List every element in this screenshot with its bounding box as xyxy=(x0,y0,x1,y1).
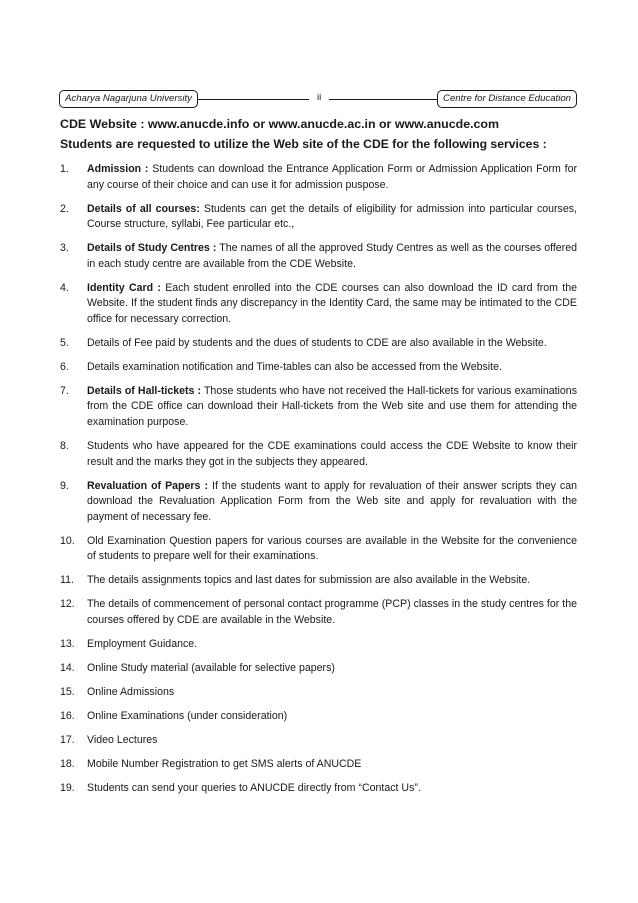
service-item-text xyxy=(87,360,577,376)
service-item-text xyxy=(87,202,577,233)
service-item-description: If the students want to apply for revaluation of their answer scripts they can download the Revaluation Application Form from the Web site and apply for revaluation with the payment of necessary fee. xyxy=(87,479,577,523)
service-item-number: 9. xyxy=(60,479,69,492)
services-list xyxy=(60,162,577,796)
service-item-number: 6. xyxy=(60,360,69,373)
service-item-description: Mobile Number Registration to get SMS alerts of ANUCDE xyxy=(87,757,362,770)
service-item xyxy=(60,733,577,749)
service-item xyxy=(60,202,577,233)
service-item xyxy=(60,534,577,565)
service-item-description: Online Examinations (under consideration) xyxy=(87,709,288,722)
service-item xyxy=(60,360,577,376)
service-item-lead: Details of all courses: xyxy=(87,202,200,215)
service-item-number: 4. xyxy=(60,281,69,294)
service-item-number: 8. xyxy=(60,440,69,453)
service-item-number: 11. xyxy=(60,574,74,587)
service-item-description: Students who have appeared for the CDE examinations could access the CDE Website to know their result and the marks they got in the subjects they appeared. xyxy=(87,440,577,468)
service-item xyxy=(60,757,577,773)
service-item-text xyxy=(87,336,577,352)
service-item xyxy=(60,336,577,352)
service-item-text xyxy=(87,384,577,431)
service-item-number: 17. xyxy=(60,733,75,746)
service-item-text xyxy=(87,757,577,773)
service-item xyxy=(60,439,577,470)
service-item-text xyxy=(87,661,577,677)
service-item-description: The names of all the approved Study Centres as well as the courses offered in each study centre are available from the CDE Website. xyxy=(87,242,577,270)
header-page-number: ii xyxy=(309,90,329,106)
service-item-text xyxy=(87,685,577,701)
service-item-number: 5. xyxy=(60,336,69,349)
service-item-lead: Admission : xyxy=(87,163,149,175)
service-item-number: 15. xyxy=(60,685,75,698)
header-centre-name: Centre for Distance Education xyxy=(437,90,577,108)
service-item-description: Students can send your queries to ANUCDE directly from “Contact Us”. xyxy=(87,781,421,794)
service-item xyxy=(60,241,577,272)
service-item-text xyxy=(87,439,577,470)
service-item-description: Online Admissions xyxy=(87,685,175,698)
service-item xyxy=(60,384,577,431)
service-item xyxy=(60,661,577,677)
services-heading: Students are requested to utilize the Web site of the CDE for the following services : xyxy=(60,137,547,151)
service-item-description: Video Lectures xyxy=(87,733,158,746)
service-item xyxy=(60,637,577,653)
service-item-description: Employment Guidance. xyxy=(87,637,198,650)
service-item-number: 12. xyxy=(60,598,75,611)
service-item-text xyxy=(87,534,577,565)
service-item-description: Students can download the Entrance Application Form or Admission Application Form for any course of their choice and can use it for admission puspose. xyxy=(87,163,577,191)
service-item-text xyxy=(87,709,577,725)
service-item-number: 1. xyxy=(60,163,69,175)
service-item-description: Details examination notification and Time-tables can also be accessed from the Website. xyxy=(87,360,502,373)
service-item-text xyxy=(87,281,577,328)
service-item-lead: Details of Study Centres : xyxy=(87,242,217,255)
service-item xyxy=(60,281,577,328)
service-item-text xyxy=(87,241,577,272)
service-item-lead: Identity Card : xyxy=(87,281,161,294)
service-item-text xyxy=(87,479,577,526)
service-item xyxy=(60,162,577,193)
service-item xyxy=(60,573,577,589)
service-item-lead: Revaluation of Papers : xyxy=(87,479,208,492)
service-item-number: 2. xyxy=(60,202,69,215)
cde-website-line: CDE Website : www.anucde.info or www.anucde.ac.in or www.anucde.com xyxy=(60,117,500,131)
service-item-text xyxy=(87,781,577,797)
service-item-text xyxy=(87,733,577,749)
service-item-number: 13. xyxy=(60,637,75,650)
service-item-number: 3. xyxy=(60,242,69,255)
service-item-description: Students can get the details of eligibility for admission into particular courses, Course structure, syllabi, Fee particular etc., xyxy=(87,202,577,231)
service-item-text xyxy=(87,162,577,193)
service-item-number: 16. xyxy=(60,709,75,722)
service-item-text xyxy=(87,573,577,589)
service-item-number: 14. xyxy=(60,661,75,674)
service-item xyxy=(60,479,577,526)
service-item xyxy=(60,597,577,628)
service-item-description: Online Study material (available for selective papers) xyxy=(87,661,335,674)
service-item-description: Those students who have not received the Hall-tickets for various examinations from the CDE office can download their Hall-tickets from the Web site and use them for attending the examination purpose. xyxy=(87,384,577,429)
service-item-number: 19. xyxy=(60,781,75,794)
service-item-number: 18. xyxy=(60,757,75,770)
service-item-number: 10. xyxy=(60,534,75,547)
service-item-description: The details of commencement of personal contact programme (PCP) classes in the study centres for the courses offered by CDE are available in the Website. xyxy=(87,598,577,626)
service-item xyxy=(60,685,577,701)
service-item-text xyxy=(87,597,577,628)
service-item xyxy=(60,709,577,725)
service-item-lead: Details of Hall-tickets : xyxy=(87,384,202,397)
service-item-number: 7. xyxy=(60,384,69,397)
running-header xyxy=(59,89,577,109)
service-item-description: Old Examination Question papers for various courses are available in the Website for the convenience of students to prepare well for their examinations. xyxy=(87,534,577,563)
service-item-text xyxy=(87,637,577,653)
service-item-description: The details assignments topics and last dates for submission are also available in the Website. xyxy=(87,574,531,587)
service-item xyxy=(60,781,577,797)
service-item-description: Each student enrolled into the CDE courses can also download the ID card from the Website. If the student finds any discrepancy in the Identity Card, the same may be intimated to the CDE office for necessary correction. xyxy=(87,281,577,325)
header-university-name: Acharya Nagarjuna University xyxy=(59,90,198,108)
service-item-description: Details of Fee paid by students and the dues of students to CDE are also available in the Website. xyxy=(87,336,547,349)
page-content xyxy=(60,116,577,805)
